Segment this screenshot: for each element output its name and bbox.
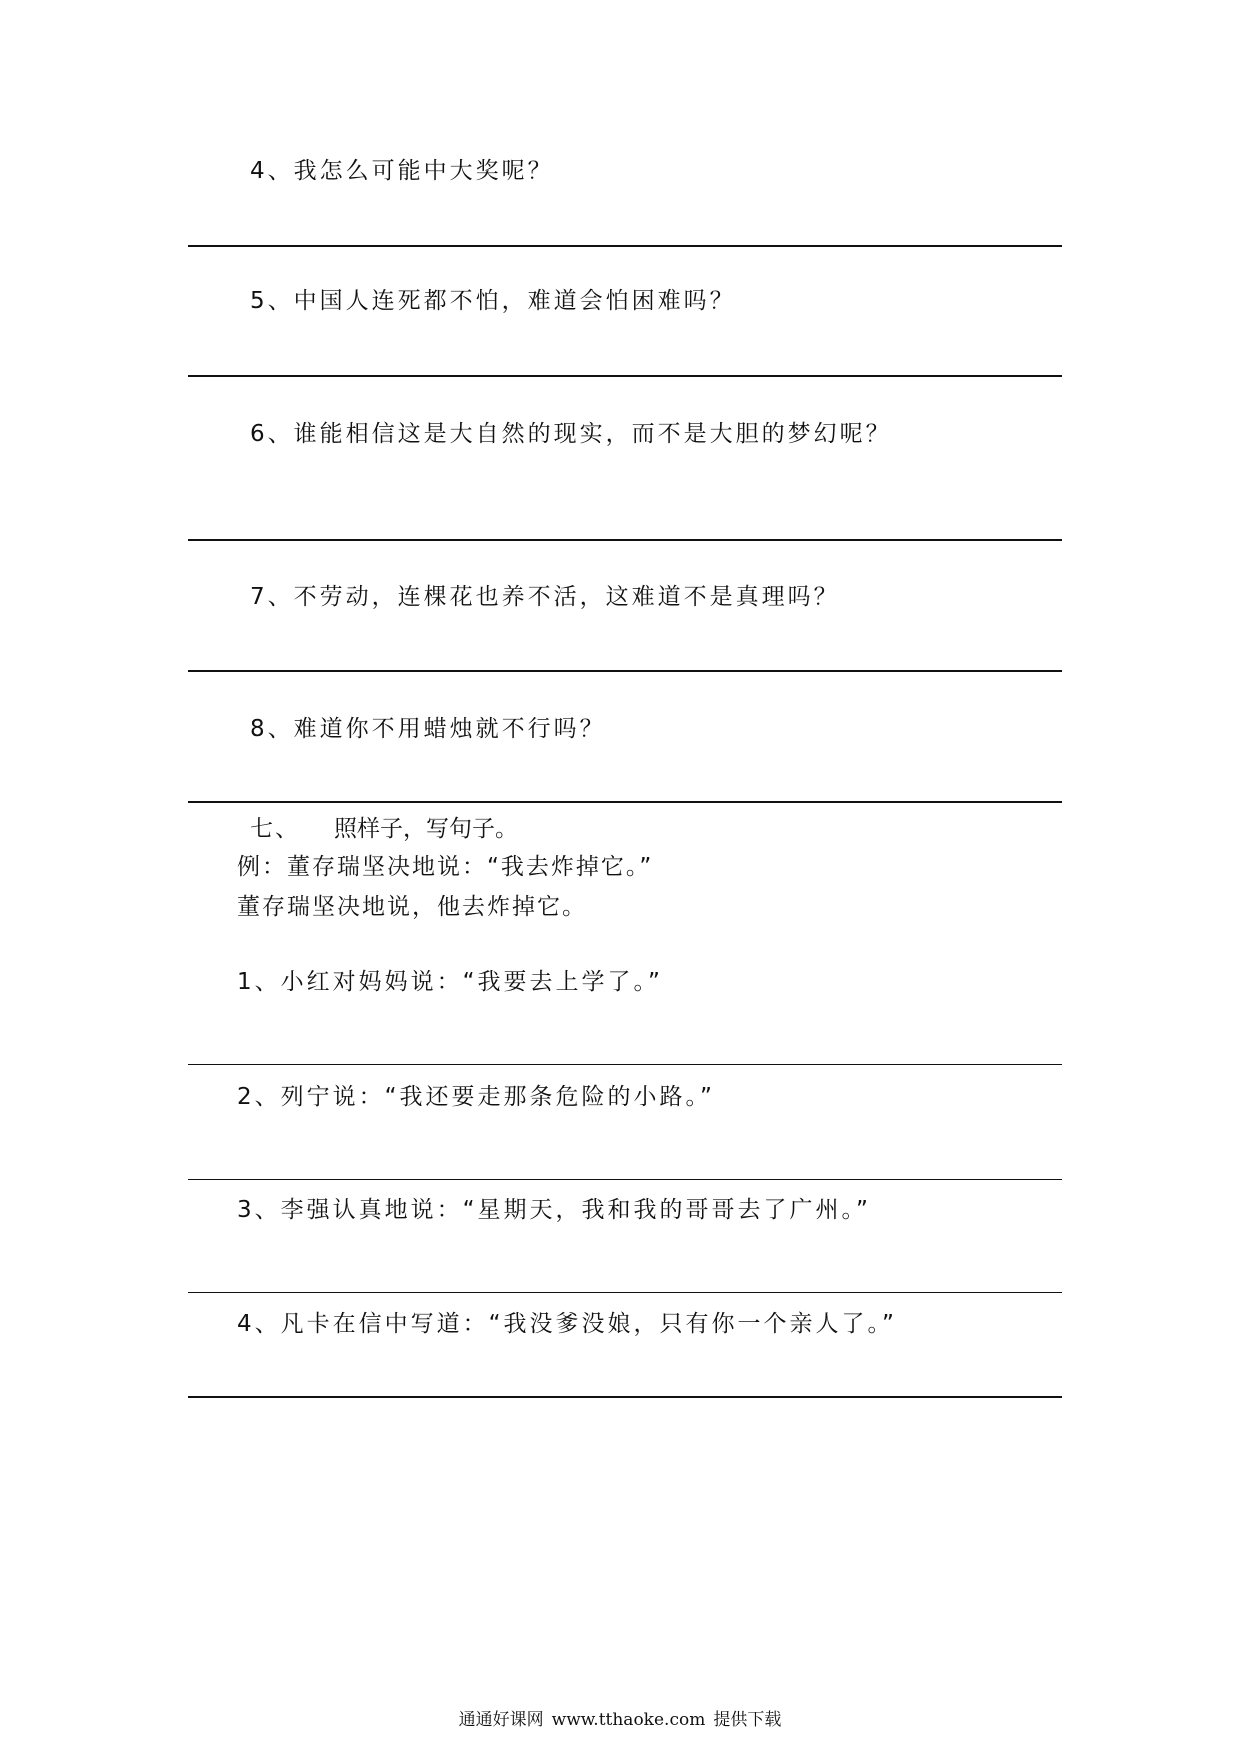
section-7-heading xyxy=(250,810,518,843)
rewrite-item-1: 1、小红对妈妈说：“我要去上学了。” xyxy=(237,969,663,995)
footer-suffix: 提供下载 xyxy=(713,1710,782,1730)
section-7-title: 照样子，写句子。 xyxy=(334,816,518,842)
rewrite-line-4 xyxy=(188,1396,1062,1398)
question-5: 5、中国人连死都不怕，难道会怕困难吗？ xyxy=(250,288,736,314)
answer-line-6 xyxy=(188,539,1062,541)
answer-line-8 xyxy=(188,801,1062,803)
question-8: 8、难道你不用蜡烛就不行吗？ xyxy=(250,716,606,742)
answer-line-4 xyxy=(188,245,1062,247)
page-footer xyxy=(0,1705,1240,1730)
question-7: 7、不劳动，连棵花也养不活，这难道不是真理吗？ xyxy=(250,584,840,610)
example-line-2: 董存瑞坚决地说，他去炸掉它。 xyxy=(237,894,587,920)
footer-site-name: 通通好课网 xyxy=(458,1710,544,1730)
rewrite-item-3: 3、李强认真地说：“星期天，我和我的哥哥去了广州。” xyxy=(237,1197,871,1223)
rewrite-item-2: 2、列宁说：“我还要走那条危险的小路。” xyxy=(237,1084,715,1110)
example-line-1: 例：董存瑞坚决地说：“我去炸掉它。” xyxy=(237,854,654,880)
answer-line-5 xyxy=(188,375,1062,377)
rewrite-line-2 xyxy=(188,1179,1062,1180)
rewrite-line-1 xyxy=(188,1064,1062,1065)
question-6: 6、谁能相信这是大自然的现实，而不是大胆的梦幻呢？ xyxy=(250,421,892,447)
footer-url[interactable]: www.tthaoke.com xyxy=(551,1710,706,1730)
question-4: 4、我怎么可能中大奖呢？ xyxy=(250,158,554,184)
section-7-number: 七、 xyxy=(250,816,300,842)
answer-line-7 xyxy=(188,670,1062,672)
rewrite-item-4: 4、凡卡在信中写道：“我没爹没娘，只有你一个亲人了。” xyxy=(237,1311,897,1337)
rewrite-line-3 xyxy=(188,1292,1062,1293)
